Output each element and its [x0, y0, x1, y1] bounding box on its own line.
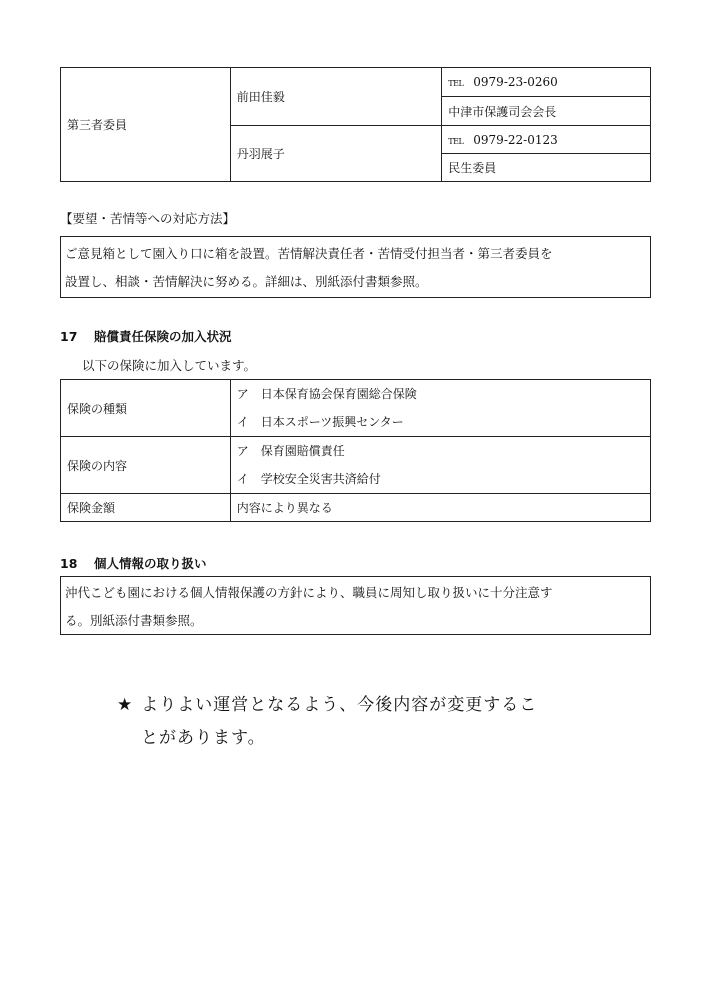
section-number: 18 [60, 556, 78, 571]
tel-mark: TEL [448, 136, 464, 146]
insurance-row-label: 保険の内容 [61, 437, 231, 494]
member-role: 民生委員 [442, 154, 651, 182]
committee-row-label: 第三者委員 [61, 68, 231, 182]
section-title: 賠償責任保険の加入状況 [94, 329, 232, 344]
insurance-row-items [230, 437, 650, 494]
insurance-item: イ 日本スポーツ振興センター [236, 415, 404, 429]
member-role: 中津市保護司会会長 [442, 97, 651, 126]
privacy-box [60, 576, 651, 635]
footer-note-line: とがあります。 [141, 728, 266, 748]
insurance-row-items [230, 380, 650, 437]
insurance-row-label: 保険の種類 [61, 380, 231, 437]
privacy-line: 沖代こども園における個人情報保護の方針により、職員に周知し取り扱いに十分注意す [65, 585, 553, 600]
complaints-line: 設置し、相談・苦情解決に努める。詳細は、別紙添付書類参照。 [65, 274, 428, 289]
complaints-heading: 【要望・苦情等への対応方法】 [60, 211, 236, 226]
insurance-table [60, 379, 651, 522]
insurance-item: 内容により異なる [230, 494, 650, 522]
footer-note-line: ★ よりよい運営となるよう、今後内容が変更するこ [117, 695, 538, 715]
tel-mark: TEL [448, 79, 464, 88]
section-title: 個人情報の取り扱い [94, 556, 207, 571]
third-party-committee-table [60, 67, 651, 182]
insurance-item: イ 学校安全災害共済給付 [236, 472, 381, 486]
insurance-row-label: 保険金額 [61, 494, 231, 522]
insurance-item: ア 保育園賠償責任 [236, 444, 345, 458]
section-number: 17 [60, 329, 78, 344]
member-name: 前田佳毅 [230, 68, 442, 126]
section18-heading [60, 554, 207, 572]
section17-heading [60, 327, 232, 345]
star-icon: ★ [117, 695, 134, 715]
section17-intro: 以下の保険に加入しています。 [82, 358, 257, 373]
member-tel: TEL 0979-23-0260 [442, 68, 651, 97]
member-tel: TEL 0979-22-0123 [442, 126, 651, 154]
complaints-line: ご意見箱として園入り口に箱を設置。苦情解決責任者・苦情受付担当者・第三者委員を [65, 246, 553, 261]
privacy-line: る。別紙添付書類参照。 [65, 613, 203, 628]
footer-note [117, 689, 537, 755]
complaints-box [60, 236, 651, 298]
member-name: 丹羽展子 [230, 126, 442, 182]
insurance-item: ア 日本保育協会保育園総合保険 [236, 387, 417, 401]
